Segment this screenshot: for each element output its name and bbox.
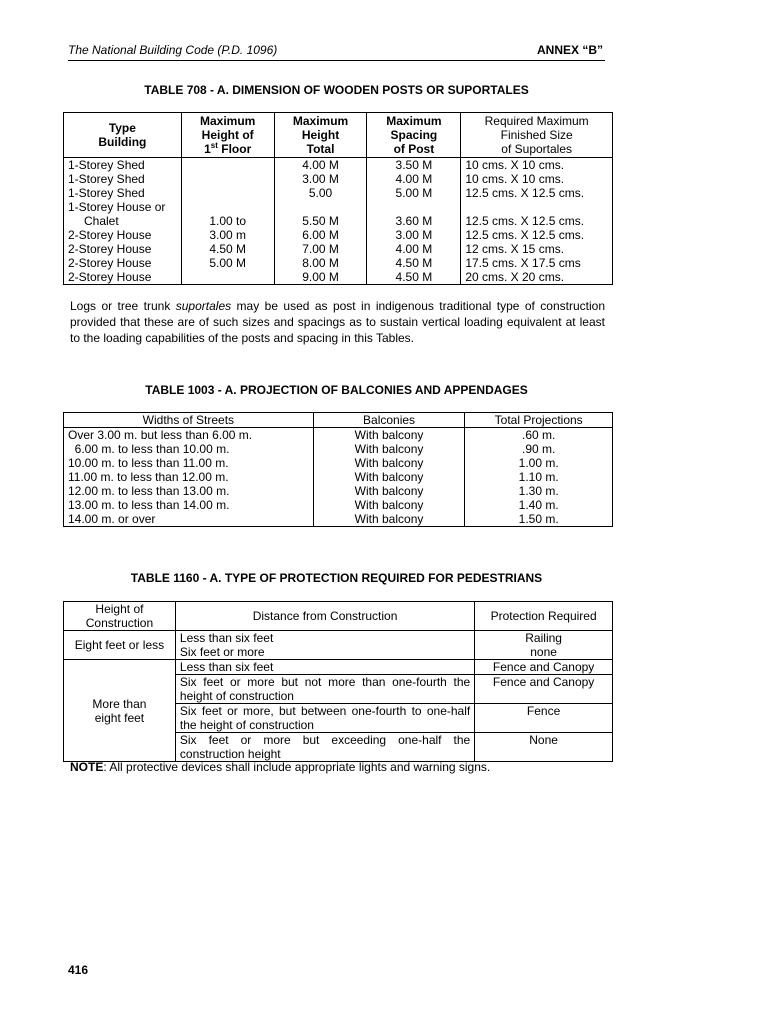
table-row: 2-Storey House 5.00 M 8.00 M 4.50 M 17.5 cms. X 17.5 cms (64, 256, 613, 270)
header-type-building: Type Building (64, 113, 182, 158)
table-row: 2-Storey House 9.00 M 4.50 M 20 cms. X 20 cms. (64, 270, 613, 285)
table-row: 14.00 m. or over With balcony 1.50 m. (64, 512, 613, 527)
header-height-of-construction: Height of Construction (64, 602, 176, 631)
table-708-title: TABLE 708 - A. DIMENSION OF WOODEN POSTS OR SUPORTALES (144, 83, 529, 97)
table-row: 12.00 m. to less than 13.00 m. With balcony 1.30 m. (64, 484, 613, 498)
table-row: Six feet or more but not more than one-fourth the height of construction Fence and Canopy (64, 675, 613, 704)
annex-label: ANNEX “B” (536, 43, 603, 57)
header-distance: Distance from Construction (175, 602, 474, 631)
table-row: 1-Storey House or Chalet 1.00 to 5.50 M 3.60 M 12.5 cms. X 12.5 cms. (64, 200, 613, 228)
table-1003-title: TABLE 1003 - A. PROJECTION OF BALCONIES AND APPENDAGES (145, 383, 528, 397)
table-row: Six feet or more but exceeding one-half the construction height None (64, 733, 613, 762)
table-1003 (63, 412, 613, 527)
table-note: NOTE: All protective devices shall include appropriate lights and warning signs. (70, 760, 491, 774)
header-widths-of-streets: Widths of Streets (64, 413, 314, 428)
table-row: Over 3.00 m. but less than 6.00 m. With balcony .60 m. (64, 428, 613, 443)
table-row: 1-Storey Shed 4.00 M 3.50 M 10 cms. X 10 cms. (64, 158, 613, 173)
header-max-height-first-floor: Maximum Height of 1st Floor (181, 113, 274, 158)
table-header-row (64, 113, 613, 158)
table-row: 11.00 m. to less than 12.00 m. With balcony 1.10 m. (64, 470, 613, 484)
table-row: Eight feet or less Less than six feet Six feet or more Railing none (64, 631, 613, 660)
table-row: 1-Storey Shed 3.00 M 4.00 M 10 cms. X 10 cms. (64, 172, 613, 186)
header-required-size: Required Maximum Finished Size of Suportales (461, 113, 613, 158)
suportales-paragraph: Logs or tree trunk suportales may be used as post in indigenous traditional type of construction provided that these are of such sizes and spacings as to sustain vertical loading equivalent at least to the loading capabilities of the posts and spacing in this Tables. (70, 299, 605, 345)
table-row: 1-Storey Shed 5.00 5.00 M 12.5 cms. X 12.5 cms. (64, 186, 613, 200)
header-max-height-total: Maximum Height Total (274, 113, 367, 158)
table-row: Six feet or more, but between one-fourth to one-half the height of construction Fence (64, 704, 613, 733)
table-row: 2-Storey House 4.50 M 7.00 M 4.00 M 12 cms. X 15 cms. (64, 242, 613, 256)
header-max-spacing: Maximum Spacing of Post (367, 113, 461, 158)
page-number: 416 (68, 963, 89, 977)
document-title: The National Building Code (P.D. 1096) (68, 43, 278, 57)
table-row: 6.00 m. to less than 10.00 m. With balcony .90 m. (64, 442, 613, 456)
table-1160 (63, 601, 613, 762)
header-total-projections: Total Projections (465, 413, 613, 428)
table-header-row (64, 602, 613, 631)
table-row: 10.00 m. to less than 11.00 m. With balcony 1.00 m. (64, 456, 613, 470)
table-1160-title: TABLE 1160 - A. TYPE OF PROTECTION REQUIRED FOR PEDESTRIANS (130, 571, 543, 585)
header-balconies: Balconies (313, 413, 465, 428)
table-row: More than eight feet Less than six feet Fence and Canopy (64, 660, 613, 675)
page-header (68, 42, 605, 61)
table-row: 13.00 m. to less than 14.00 m. With balcony 1.40 m. (64, 498, 613, 512)
table-row: 2-Storey House 3.00 m 6.00 M 3.00 M 12.5 cms. X 12.5 cms. (64, 228, 613, 242)
table-header-row (64, 413, 613, 428)
header-protection: Protection Required (475, 602, 613, 631)
table-708 (63, 112, 613, 285)
